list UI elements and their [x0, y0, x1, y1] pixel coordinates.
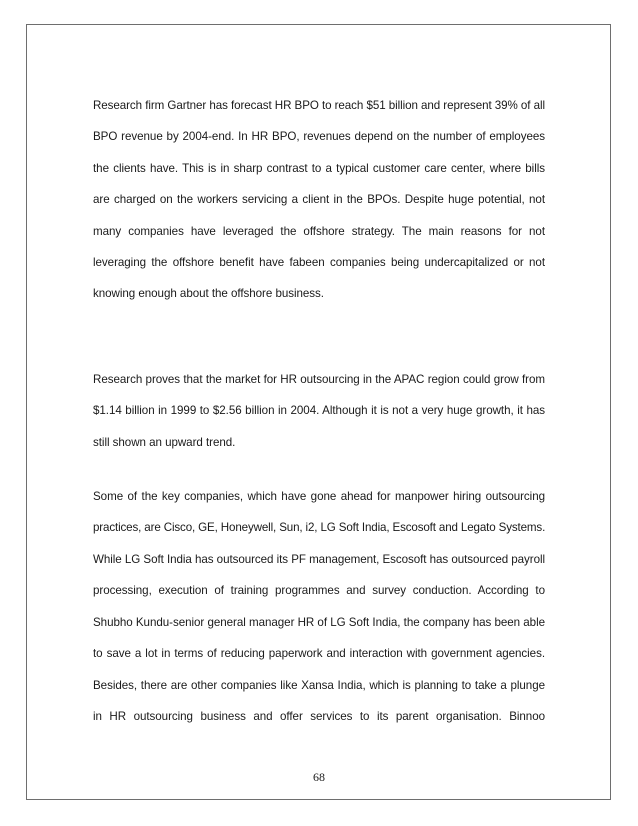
- text-line: still shown an upward trend.: [93, 435, 236, 449]
- text-line: Besides, there are other companies like Xansa India, which is planning to take a plunge: [93, 678, 545, 692]
- paragraph-apac-market: [93, 364, 545, 458]
- text-line: the clients have. This is in sharp contrast to a typical customer care center, where bills: [93, 161, 545, 175]
- text-line: processing, execution of training programmes and survey conduction. According to: [93, 584, 545, 598]
- page-number: 68: [313, 770, 325, 784]
- text-line: practices, are Cisco, GE, Honeywell, Sun, i2, LG Soft India, Escosoft and Legato Systems.: [93, 521, 546, 535]
- paragraph-hr-bpo-forecast: [93, 90, 545, 310]
- text-line: leveraging the offshore benefit have fabeen companies being undercapitalized or not: [93, 256, 545, 270]
- text-line: $1.14 billion in 1999 to $2.56 billion in 2004. Although it is not a very huge growth, it has: [93, 404, 545, 418]
- paragraph-spacer: [93, 310, 545, 364]
- paragraph-key-companies: [93, 481, 545, 732]
- text-line: to save a lot in terms of reducing paperwork and interaction with government agencies.: [93, 647, 545, 661]
- text-line: many companies have leveraged the offshore strategy. The main reasons for not: [93, 224, 545, 238]
- text-line: Research proves that the market for HR outsourcing in the APAC region could grow from: [93, 372, 545, 386]
- page-content: [93, 90, 545, 732]
- text-line: Shubho Kundu-senior general manager HR of LG Soft India, the company has been able: [93, 615, 545, 629]
- text-line: Research firm Gartner has forecast HR BPO to reach $51 billion and represent 39% of all: [93, 99, 545, 112]
- text-line: are charged on the workers servicing a client in the BPOs. Despite huge potential, not: [93, 193, 545, 207]
- paragraph-spacer: [93, 458, 545, 481]
- text-line: in HR outsourcing business and offer services to its parent organisation. Binnoo: [93, 709, 545, 723]
- text-line: Some of the key companies, which have gone ahead for manpower hiring outsourcing: [93, 490, 545, 504]
- text-line: knowing enough about the offshore business.: [93, 287, 324, 301]
- text-line: BPO revenue by 2004-end. In HR BPO, revenues depend on the number of employees: [93, 130, 545, 144]
- text-line: While LG Soft India has outsourced its PF management, Escosoft has outsourced payroll: [93, 552, 545, 566]
